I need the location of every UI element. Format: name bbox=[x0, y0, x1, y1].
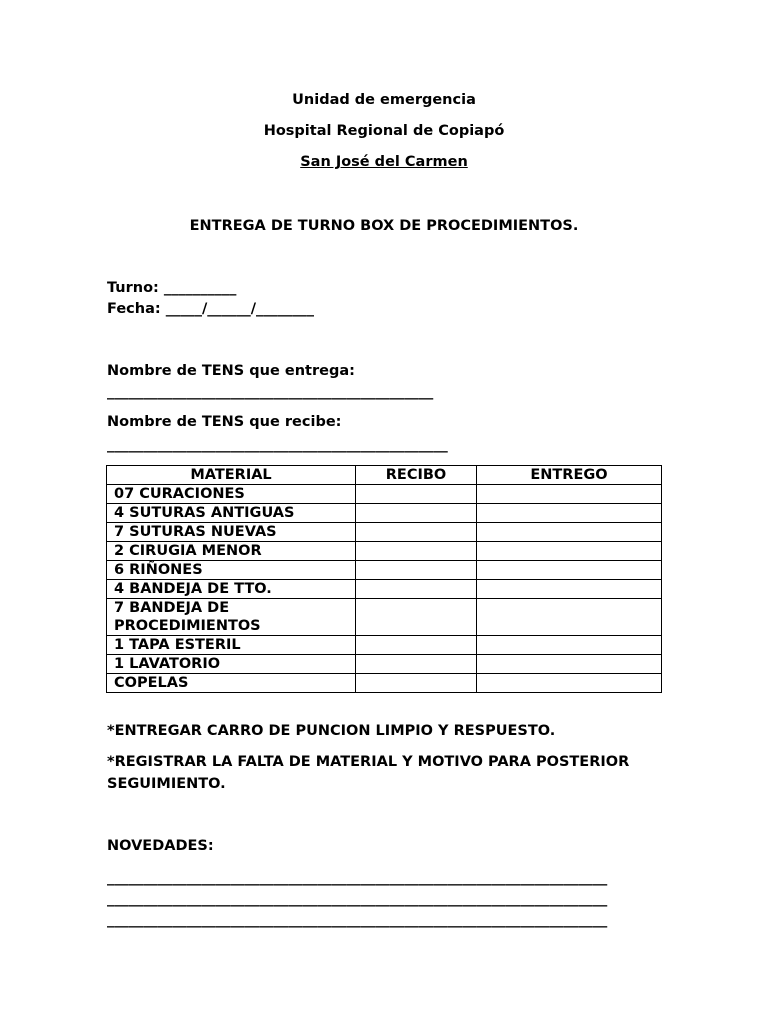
entrego-cell bbox=[477, 599, 662, 636]
table-row bbox=[107, 542, 662, 561]
material-cell: COPELAS bbox=[107, 674, 356, 693]
recibe-label: Nombre de TENS que recibe: bbox=[107, 414, 342, 430]
novedades-line: _____________________________________________________________________ bbox=[107, 912, 608, 928]
table-row bbox=[107, 599, 662, 636]
material-cell: 7 BANDEJA DE PROCEDIMIENTOS bbox=[107, 599, 356, 636]
material-cell: 4 SUTURAS ANTIGUAS bbox=[107, 504, 356, 523]
recibo-cell bbox=[356, 504, 477, 523]
novedades-line: _____________________________________________________________________ bbox=[107, 870, 608, 886]
header-location-text: San José del Carmen bbox=[300, 154, 468, 170]
note-registrar-line1: *REGISTRAR LA FALTA DE MATERIAL Y MOTIVO PARA POSTERIOR bbox=[107, 754, 630, 770]
recibo-cell bbox=[356, 561, 477, 580]
novedades-line: _____________________________________________________________________ bbox=[107, 891, 608, 907]
note-carro: *ENTREGAR CARRO DE PUNCION LIMPIO Y RESPUESTO. bbox=[107, 723, 556, 739]
entrego-cell bbox=[477, 674, 662, 693]
table-row bbox=[107, 485, 662, 504]
table-row bbox=[107, 504, 662, 523]
material-cell: 07 CURACIONES bbox=[107, 485, 356, 504]
materials-table bbox=[106, 465, 662, 693]
turno-field: Turno: __________ bbox=[107, 280, 237, 296]
recibo-cell bbox=[356, 523, 477, 542]
entrega-line: _____________________________________________ bbox=[107, 384, 434, 400]
header-entrego: ENTREGO bbox=[477, 466, 662, 485]
entrega-label: Nombre de TENS que entrega: bbox=[107, 363, 355, 379]
header-recibo: RECIBO bbox=[356, 466, 477, 485]
note-registrar-line2: SEGUIMIENTO. bbox=[107, 776, 226, 792]
header-location bbox=[0, 153, 768, 171]
material-cell: 2 CIRUGIA MENOR bbox=[107, 542, 356, 561]
novedades-label: NOVEDADES: bbox=[107, 838, 214, 854]
material-cell: 1 LAVATORIO bbox=[107, 655, 356, 674]
recibo-cell bbox=[356, 542, 477, 561]
entrego-cell bbox=[477, 580, 662, 599]
recibo-cell bbox=[356, 599, 477, 636]
material-cell: 1 TAPA ESTERIL bbox=[107, 636, 356, 655]
entrego-cell bbox=[477, 485, 662, 504]
table-row bbox=[107, 523, 662, 542]
material-cell: 4 BANDEJA DE TTO. bbox=[107, 580, 356, 599]
fecha-field: Fecha: _____/______/________ bbox=[107, 301, 315, 317]
entrego-cell bbox=[477, 504, 662, 523]
table-row bbox=[107, 580, 662, 599]
table-row bbox=[107, 674, 662, 693]
document-title: ENTREGA DE TURNO BOX DE PROCEDIMIENTOS. bbox=[189, 218, 579, 234]
table-header-row bbox=[107, 466, 662, 485]
recibo-cell bbox=[356, 580, 477, 599]
table-row bbox=[107, 636, 662, 655]
table-row bbox=[107, 561, 662, 580]
material-cell: 6 RIÑONES bbox=[107, 561, 356, 580]
material-cell: 7 SUTURAS NUEVAS bbox=[107, 523, 356, 542]
header-hospital: Hospital Regional de Copiapó bbox=[263, 123, 505, 139]
recibe-line: _______________________________________________ bbox=[107, 437, 448, 453]
header-material: MATERIAL bbox=[107, 466, 356, 485]
recibo-cell bbox=[356, 655, 477, 674]
table-row bbox=[107, 655, 662, 674]
recibo-cell bbox=[356, 485, 477, 504]
entrego-cell bbox=[477, 636, 662, 655]
entrego-cell bbox=[477, 542, 662, 561]
header-unit: Unidad de emergencia bbox=[292, 92, 476, 108]
entrego-cell bbox=[477, 561, 662, 580]
recibo-cell bbox=[356, 674, 477, 693]
entrego-cell bbox=[477, 523, 662, 542]
entrego-cell bbox=[477, 655, 662, 674]
recibo-cell bbox=[356, 636, 477, 655]
